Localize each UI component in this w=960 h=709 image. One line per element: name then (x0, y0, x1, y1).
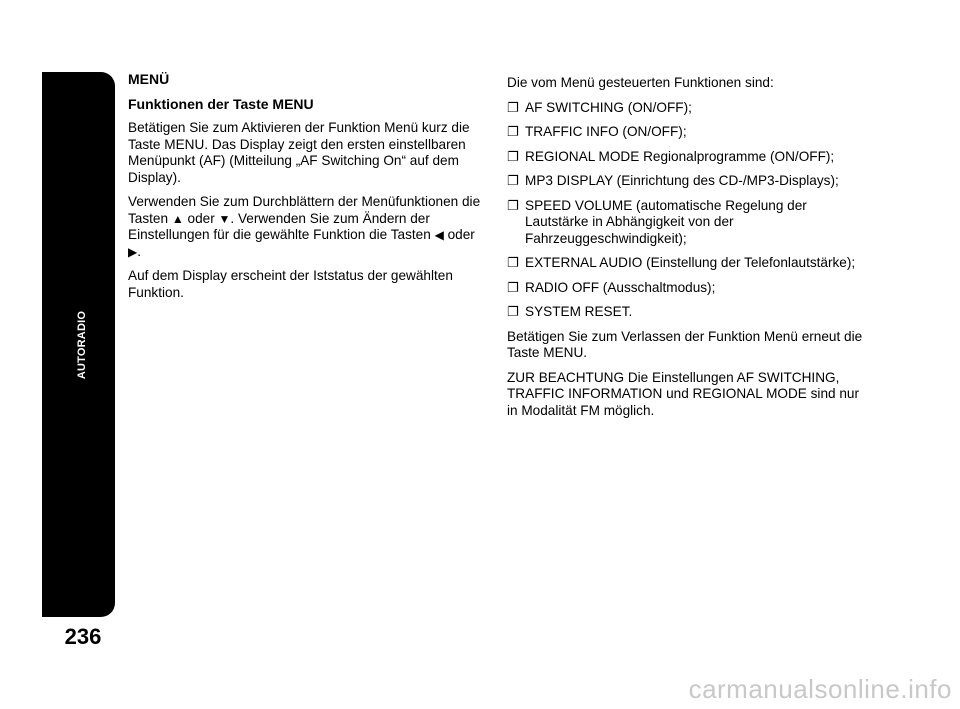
paragraph-exit: Betätigen Sie zum Verlassen der Funktion Menü erneut die Taste MENU. (507, 328, 863, 360)
arrow-down-icon: ▼ (218, 211, 231, 226)
list-item (507, 280, 867, 297)
navigate-text-3: . Verwenden Sie zum Ändern der Einstellungen für die gewählte Funktion die Tasten (128, 210, 431, 242)
list-item-text: REGIONAL MODE Regionalprogramme (ON/OFF); (525, 148, 835, 164)
arrow-right-icon: ▶ (128, 244, 138, 259)
paragraph-status: Auf dem Display erscheint der Iststatus der gewählten Funktion. (128, 268, 453, 300)
list-item (507, 198, 867, 248)
paragraph-activate: Betätigen Sie zum Aktivieren der Funktion Menü kurz die Taste MENU. Das Display zeigt den ersten einstellbaren Menüpunkt (AF) (Mitteilung „AF Switching On“ auf dem Display). (128, 120, 470, 185)
navigate-text-1: Verwenden Sie zum Durchblättern der Menüfunktionen die Tasten (128, 194, 481, 226)
list-item-text: AF SWITCHING (ON/OFF); (525, 99, 692, 115)
checkbox-bullet-icon: ❐ (507, 255, 519, 270)
list-item (507, 149, 867, 166)
left-column (128, 71, 488, 309)
paragraph-note: ZUR BEACHTUNG Die Einstellungen AF SWITCHING, TRAFFIC INFORMATION und REGIONAL MODE sind nur in Modalität FM möglich. (507, 369, 859, 418)
list-item-text: SYSTEM RESET. (525, 304, 633, 319)
list-item (507, 255, 867, 272)
arrow-up-icon: ▲ (171, 211, 184, 226)
checkbox-bullet-icon: ❐ (507, 148, 519, 164)
list-item-text: EXTERNAL AUDIO (Einstellung der Telefonlautstärke); (525, 255, 856, 270)
list-item-text: SPEED VOLUME (automatische Regelung der Lautstärke in Abhängigkeit von der Fahrzeuggeschwindigkeit); (525, 197, 807, 246)
list-item (507, 304, 867, 321)
page-number: 236 (64, 624, 102, 649)
functions-intro: Die vom Menü gesteuerten Funktionen sind: (507, 75, 774, 90)
navigate-text-5: . (137, 243, 142, 259)
arrow-left-icon: ◀ (434, 228, 444, 242)
right-column (507, 75, 867, 427)
checkbox-bullet-icon: ❐ (507, 279, 519, 295)
checkbox-bullet-icon: ❐ (507, 173, 519, 188)
checkbox-bullet-icon: ❐ (507, 124, 519, 139)
list-item (507, 100, 867, 117)
checkbox-bullet-icon: ❐ (507, 304, 519, 319)
list-item (507, 124, 867, 141)
navigate-text-4: oder (447, 227, 475, 242)
list-item-text: RADIO OFF (Ausschaltmodus); (525, 279, 716, 295)
list-item-text: MP3 DISPLAY (Einrichtung des CD-/MP3-Displays); (525, 173, 839, 188)
list-item (507, 173, 867, 190)
list-item-text: TRAFFIC INFO (ON/OFF); (525, 124, 687, 139)
chapter-label: AUTORADIO (76, 310, 88, 380)
checkbox-bullet-icon: ❐ (507, 197, 519, 213)
checkbox-bullet-icon: ❐ (507, 99, 519, 115)
watermark-text: carmanualsonline.info (688, 674, 952, 704)
paragraph-navigate (128, 194, 488, 260)
navigate-text-2: oder (187, 210, 215, 226)
section-subheading: Funktionen der Taste MENU (128, 95, 314, 112)
functions-list (507, 100, 867, 321)
section-heading: MENÜ (128, 71, 170, 87)
